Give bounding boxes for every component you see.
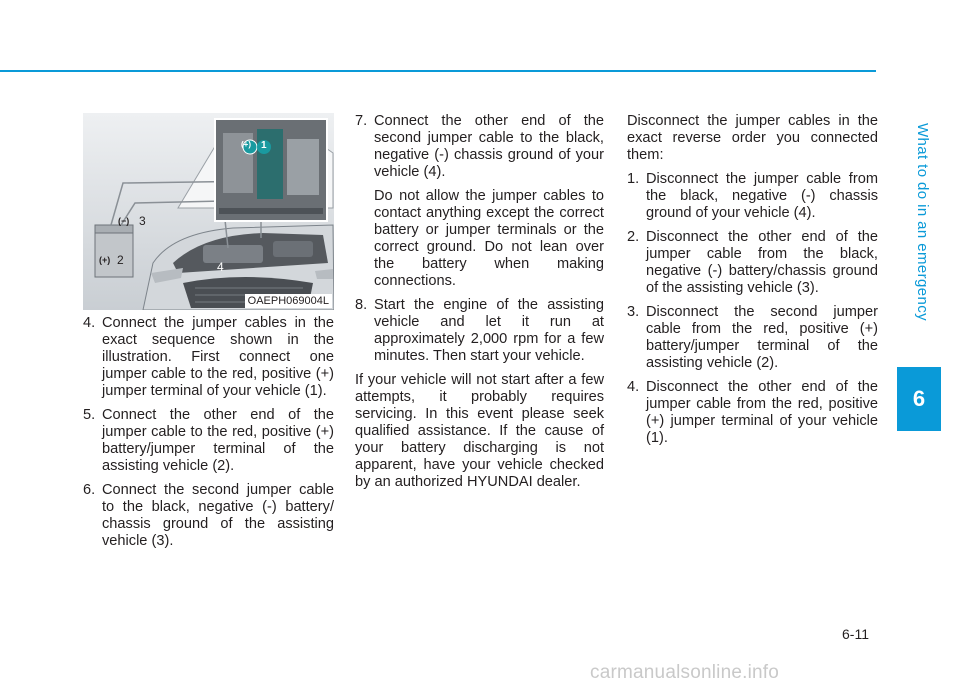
disconnect-step-2 (627, 229, 878, 297)
step-text: Connect the other end of the jumper cable to the red, positive (+) battery/jumper terminal of the assisting vehicle (2). (102, 407, 334, 474)
callout-3: 3 (139, 214, 146, 228)
step-5 (83, 407, 334, 475)
disconnect-intro: Disconnect the jumper cables in the exact reverse order you connected them: (627, 113, 878, 163)
step-6 (83, 482, 334, 550)
callout-2: 2 (117, 253, 124, 267)
step-number: 6. (83, 482, 96, 498)
step-number: 2. (627, 229, 640, 245)
disconnect-step-3 (627, 304, 878, 372)
battery-plus-symbol: (+) (99, 255, 111, 265)
jump-start-drawing (83, 113, 334, 310)
step-text: Connect the second jumper cable to the black, negative (-) battery/ chassis ground of the assisting vehicle (3). (102, 482, 334, 549)
header-rule (0, 70, 876, 72)
callout-1: 1 (261, 140, 267, 151)
step-number: 5. (83, 407, 96, 423)
step-number: 8. (355, 297, 368, 313)
column-1 (83, 315, 334, 557)
step-text: Disconnect the other end of the jumper cable from the black, negative (-) battery/chassis ground of the assisting vehicle (3). (646, 229, 878, 296)
step-7-note: Do not allow the jumper cables to contact anything except the correct battery or jumper terminals or the correct ground. Do not lean over the battery when making connections. (374, 188, 604, 289)
service-paragraph: If your vehicle will not start after a few attempts, it probably requires servicing. In this event please seek qualified assistance. If the cause of your battery discharging is not apparent, have your vehicle checked by an authorized HYUNDAI dealer. (355, 372, 604, 490)
step-text: Connect the jumper cables in the exact sequence shown in the illustration. First connect one jumper cable to the red, positive (+) jumper terminal of your vehicle (1). (102, 315, 334, 399)
step-7 (355, 113, 604, 181)
step-number: 3. (627, 304, 640, 320)
step-number: 4. (627, 379, 640, 395)
battery-minus-symbol: (−) (118, 216, 130, 226)
step-text: Disconnect the second jumper cable from the red, positive (+) battery/jumper terminal of the assisting vehicle (2). (646, 304, 878, 371)
column-2 (355, 113, 604, 498)
watermark: carmanualsonline.info (590, 662, 780, 683)
column-3 (627, 113, 878, 454)
step-number: 1. (627, 171, 640, 187)
step-4 (83, 315, 334, 400)
step-text: Start the engine of the assisting vehicle and let it run at approximately 2,000 rpm for a few minutes. Then start your vehicle. (374, 297, 604, 364)
step-8 (355, 297, 604, 365)
step-text: Connect the other end of the second jumper cable to the black, negative (-) chassis ground of your vehicle (4). (374, 113, 604, 180)
disconnect-step-4 (627, 379, 878, 447)
disconnect-step-1 (627, 171, 878, 222)
figure-code: OAEPH069004L (245, 294, 332, 308)
chapter-title: What to do in an emergency (914, 123, 931, 322)
chapter-number-badge: 6 (897, 367, 941, 431)
inset-plus-symbol: (+) (241, 140, 251, 149)
callout-4: 4 (217, 260, 224, 274)
step-number: 4. (83, 315, 96, 331)
jump-start-illustration (83, 113, 334, 310)
step-text: Disconnect the jumper cable from the black, negative (-) chassis ground of your vehicle (4). (646, 171, 878, 221)
step-number: 7. (355, 113, 368, 129)
step-text: Disconnect the other end of the jumper cable from the red, positive (+) jumper terminal of your vehicle (1). (646, 379, 878, 446)
page-number: 6-11 (842, 626, 869, 642)
